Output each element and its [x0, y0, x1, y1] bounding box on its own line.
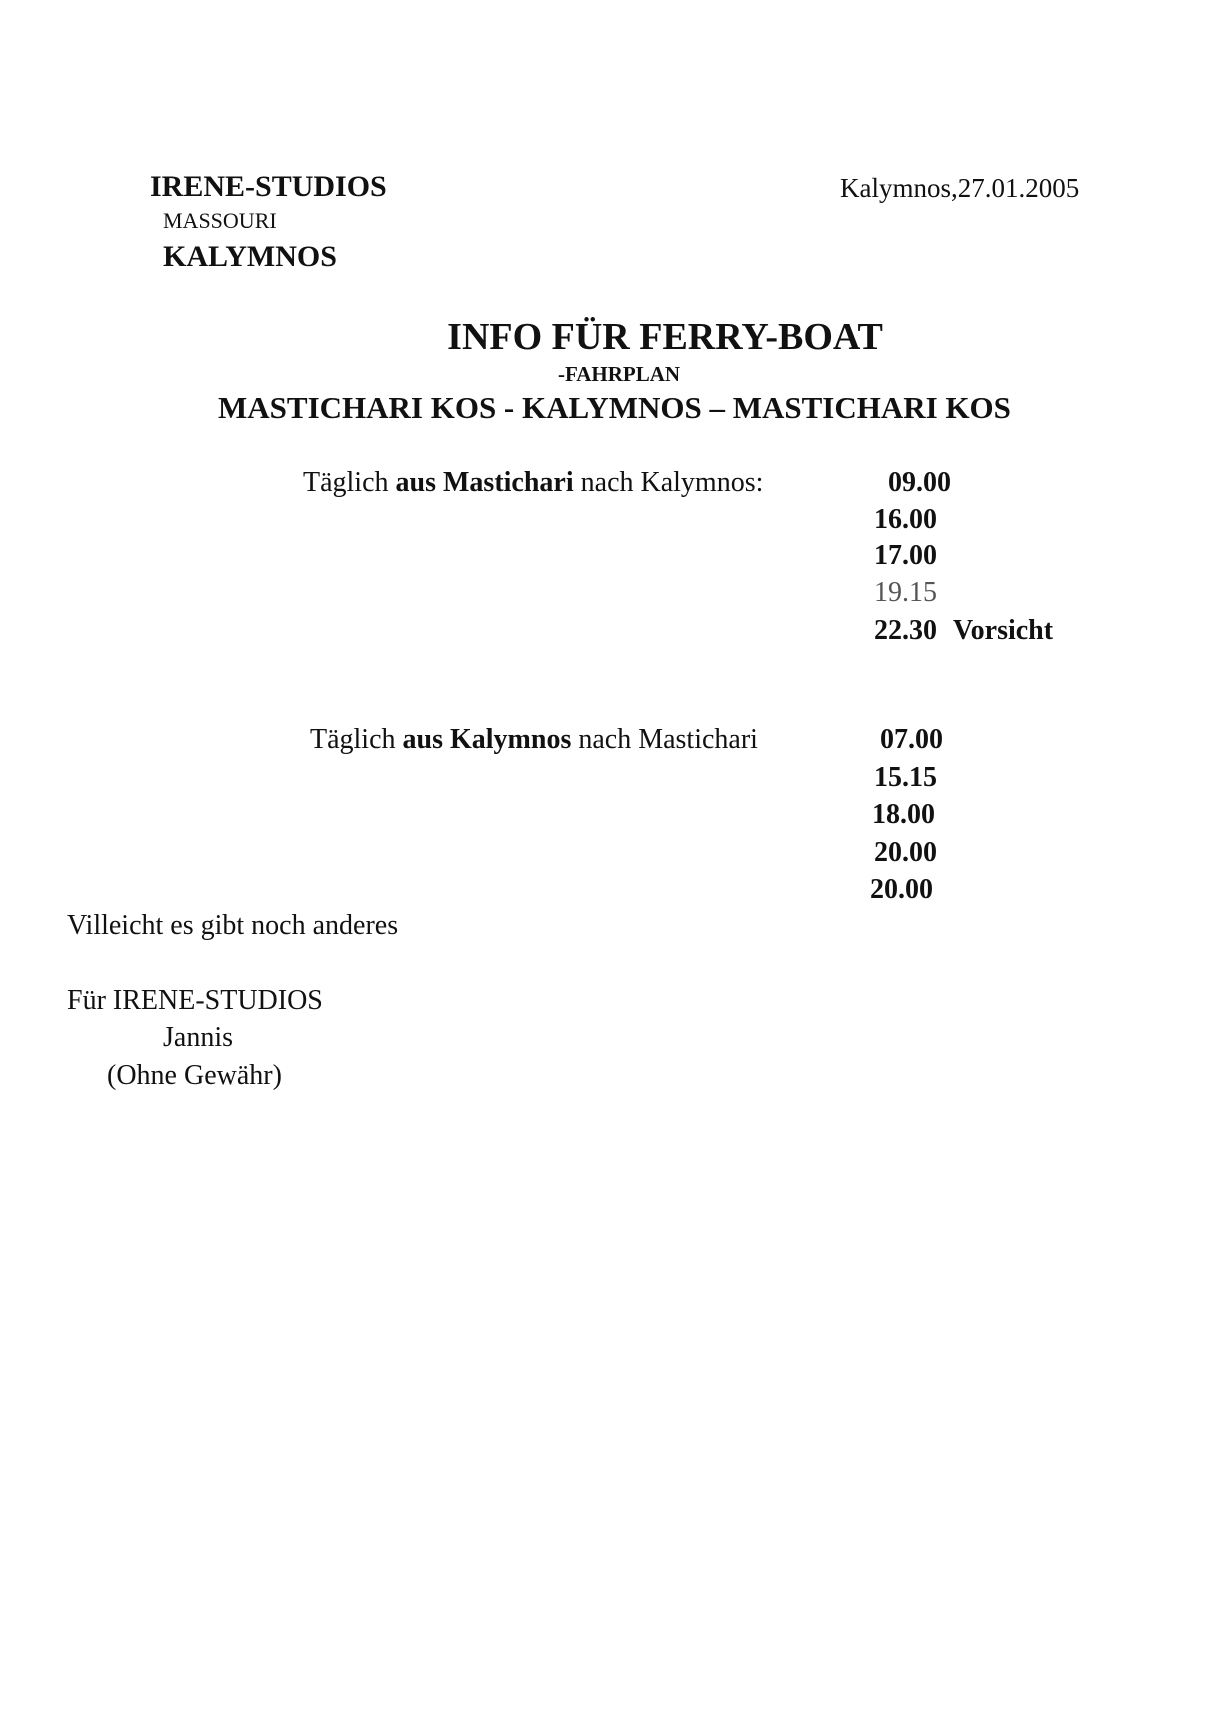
time-value: 18.00 — [872, 799, 935, 830]
time-value: 20.00 — [874, 837, 937, 868]
signature-name: Jannis — [163, 1022, 233, 1053]
return-label-suffix: nach Mastichari — [571, 724, 758, 755]
outbound-label — [303, 467, 763, 499]
return-time — [872, 799, 935, 831]
return-label-prefix: Täglich — [310, 724, 403, 755]
time-value: 22.30 — [874, 615, 937, 646]
time-value: 07.00 — [880, 724, 943, 755]
return-time — [874, 762, 937, 794]
signature-for-line: Für IRENE-STUDIOS — [67, 985, 323, 1016]
return-time — [880, 724, 943, 756]
outbound-time — [874, 577, 937, 609]
outbound-label-suffix: nach Kalymnos: — [573, 467, 764, 498]
sender-name: IRENE-STUDIOS — [150, 170, 387, 203]
time-note: Vorsicht — [953, 615, 1054, 646]
outbound-time — [888, 467, 951, 499]
signature-disclaimer: (Ohne Gewähr) — [107, 1060, 282, 1091]
outbound-label-origin: aus Mastichari — [395, 467, 574, 498]
return-label — [310, 724, 758, 756]
place-date: Kalymnos,27.01.2005 — [840, 173, 1080, 203]
time-value: 20.00 — [870, 874, 933, 905]
time-value: 09.00 — [888, 467, 951, 498]
route-heading: MASTICHARI KOS - KALYMNOS – MASTICHARI KOS — [218, 390, 1011, 425]
return-label-origin: aus Kalymnos — [402, 724, 572, 755]
document-subtitle: -FAHRPLAN — [557, 362, 681, 386]
time-value: 19.15 — [874, 577, 937, 608]
sender-area: MASSOURI — [163, 208, 277, 233]
sender-island: KALYMNOS — [163, 240, 337, 273]
outbound-time — [874, 540, 937, 572]
time-value: 16.00 — [874, 504, 937, 535]
outbound-time — [874, 615, 1053, 647]
return-time — [874, 837, 937, 869]
footer-note: Villeicht es gibt noch anderes — [67, 910, 399, 941]
time-value: 15.15 — [874, 762, 937, 793]
outbound-label-prefix: Täglich — [303, 467, 396, 498]
outbound-time — [874, 504, 937, 536]
document-title: INFO FÜR FERRY-BOAT — [447, 316, 883, 358]
time-value: 17.00 — [874, 540, 937, 571]
return-time — [870, 874, 933, 906]
